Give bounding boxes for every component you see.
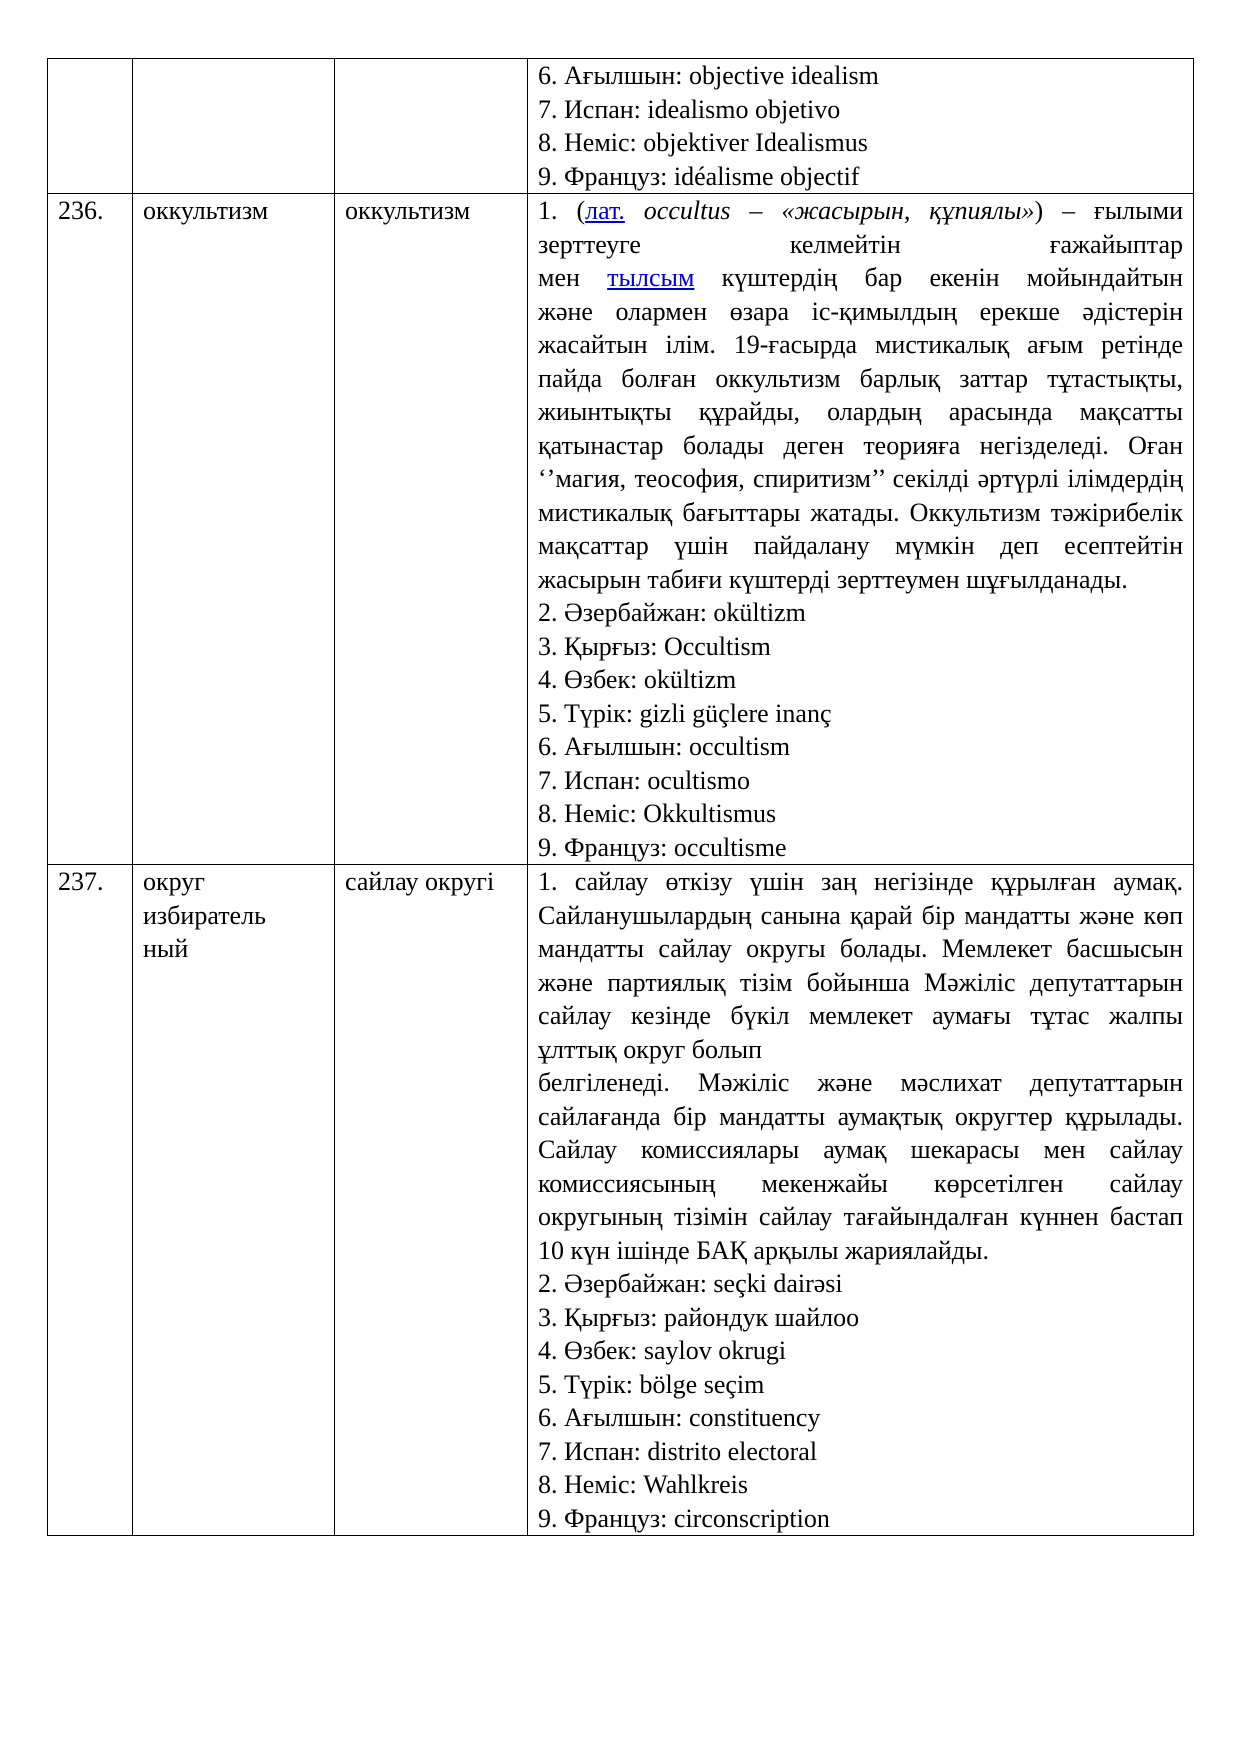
translation-english: 6. Ағылшын: objective idealism (538, 61, 879, 90)
definition-text: мен (538, 263, 608, 292)
entry-number (48, 59, 133, 194)
latin-link[interactable]: лат. (585, 196, 625, 225)
translation-spanish: 7. Испан: idealismo objetivo (538, 94, 841, 124)
tylsym-link[interactable]: тылсым (607, 263, 695, 292)
table-row (48, 865, 1194, 1536)
term-kazakh: сайлау округі (335, 865, 528, 1536)
entry-number: 236. (48, 194, 133, 865)
definition-line (538, 261, 1183, 295)
definition-cell (528, 59, 1194, 194)
translation-french: 9. Француз: idéalisme objectif (538, 161, 860, 191)
translation-spanish: 7. Испан: ocultismo (538, 765, 750, 795)
document-page (47, 58, 1193, 1536)
definition-cell (528, 194, 1194, 865)
translation-uzbek: 4. Өзбек: okültizm (538, 665, 737, 694)
term-russian (133, 59, 335, 194)
definition-body: және олармен өзара іс-қимылдың ерекше әдістерін жасайтын ілім. 19-ғасырда мистикалық ағым ретінде пайда болған оккультизм барлық заттар тұтастықты, жиынтықты құрайды, олардың арасында мақсатты қатынастар болады деген теорияға негізделеді. Оған ‘’магия, теософия, спиритизм’’ секілді әртүрлі ілімдердің мистикалық бағыттары жатады. Оккультизм тәжірибелік мақсаттар үшін пайдалану мүмкін деп есептейтін жасырын табиғи күштерді зерттеумен шұғылданады. (538, 296, 1183, 594)
definition-body: 1. сайлау өткізу үшін заң негізінде құрылған аумақ. Сайланушылардың санына қарай бір мандатты және көп мандатты сайлау округы болады. Мемлекет басшысын және партиялық тізім бойынша Мәжіліс депутаттарын сайлау кезінде бүкіл мемлекет аумағы тұтас жалпы ұлттық округ болып (538, 867, 1183, 1064)
definition-text: күштердің бар екенін мойындайтын (694, 263, 1183, 292)
term-kazakh (335, 59, 528, 194)
term-russian: округ избиратель ный (133, 865, 335, 1536)
definition-line (538, 194, 1183, 228)
translation-turkish: 5. Түрік: bölge seçim (538, 1369, 765, 1399)
translation-spanish: 7. Испан: distrito electoral (538, 1436, 818, 1466)
translation-german: 8. Неміс: Okkultismus (538, 799, 777, 828)
translation-kyrgyz: 3. Қырғыз: райондук шайлоо (538, 1302, 860, 1332)
entry-number: 237. (48, 865, 133, 1536)
table-row (48, 194, 1194, 865)
translation-turkish: 5. Түрік: gizli güçlere inanç (538, 698, 832, 728)
latin-term: occultus – «жасырын, құпиялы» (624, 196, 1035, 225)
definition-cell (528, 865, 1194, 1536)
definition-text: ) – ғылыми (1034, 196, 1183, 225)
term-russian: оккультизм (133, 194, 335, 865)
table-row (48, 59, 1194, 194)
translation-french: 9. Француз: occultisme (538, 832, 787, 862)
translation-azerbaijani: 2. Әзербайжан: seçki dairəsi (538, 1269, 843, 1298)
translation-kyrgyz: 3. Қырғыз: Occultism (538, 631, 771, 661)
definition-line: зерттеуге келмейтін ғажайыптар (538, 229, 1183, 259)
translation-english: 6. Ағылшын: constituency (538, 1403, 821, 1432)
translation-azerbaijani: 2. Әзербайжан: okültizm (538, 598, 806, 627)
translation-french: 9. Француз: circonscription (538, 1503, 830, 1533)
translation-english: 6. Ағылшын: occultism (538, 732, 791, 761)
translation-german: 8. Неміс: Wahlkreis (538, 1470, 749, 1499)
glossary-table (47, 58, 1194, 1536)
translation-uzbek: 4. Өзбек: saylov okrugi (538, 1336, 787, 1365)
definition-prefix: 1. ( (538, 196, 586, 225)
term-kazakh: оккультизм (335, 194, 528, 865)
translation-german: 8. Неміс: objektiver Idealismus (538, 128, 868, 157)
definition-body: белгіленеді. Мәжіліс және мәслихат депутаттарын сайлағанда бір мандатты аумақтық округтер құрылады. Сайлау комиссиялары аумақ шекарасы мен сайлау комиссиясының мекенжайы көрсетілген сайлау округының тізімін сайлау тағайындалған күннен бастап 10 күн ішінде БАҚ арқылы жариялайды. (538, 1068, 1183, 1265)
